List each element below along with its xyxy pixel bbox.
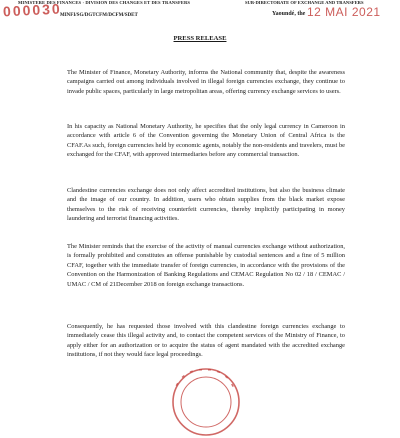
paragraph: The Minister reminds that the exercise of the activity of manual currencies exchange without authorization, is formally prohibited and constitutes an offense punishable by custodial sentences and a fine of 5 million CFAF, together with the immediate transfer of foreign currencies, in accordance with the provisions of the Convention on the Harmonization of Banking Regulations and CEMAC Regulation No 02 / 18 / CEMAC / UMAC / CM of 21December 2018 on foreign exchange transactions. — [67, 243, 345, 288]
paragraph: Consequently, he has requested those involved with this clandestine foreign currencies exchange to immediately cease this illegal activity and, to contact the competent services of the Ministry of Finance, to apply either for an authorization or to acquire the status of agent mandated with the accredited exchange institutions, if not they would face legal proceedings. — [67, 323, 345, 359]
reference-number: MINFI/SG/DGTCFM/DCFM/SDET — [60, 13, 138, 18]
document-title: PRESS RELEASE — [173, 35, 227, 42]
paragraph: Clandestine currencies exchange does not only affect accredited institutions, but also the business climate and the image of our country. In addition, users who obtain supplies from the black market expose themselves to the risk of receiving counterfeit currencies, thereby implicitly participating in money laundering and terrorist financing activities. — [67, 187, 345, 223]
official-seal-stamp — [170, 366, 242, 438]
paragraph: In his capacity as National Monetary Authority, he specifies that the only legal currency in Cameroon in accordance with article 6 of the Convention governing the Monetary Union of Central Africa is the CFAF.As such, foreign currencies held by economic agents, notably the non-residents and travelers, must be exchanged for the CFAF, with approved intermediaries before any commercial transaction. — [67, 123, 345, 159]
dateline: Yaoundé, the — [272, 11, 306, 17]
header-right-line: SUB-DIRECTORATE OF EXCHANGE AND TRANSFERS — [245, 0, 364, 5]
header-left-line: MINISTERE DES FINANCES · DIVISION DES CHANGES ET DES TRANSFERS — [18, 0, 191, 5]
date-stamp: 12 MAI 2021 — [307, 5, 381, 19]
registration-number-stamp: 000030 — [2, 0, 63, 20]
paragraph: The Minister of Finance, Monetary Authority, informs the National community that, despite the awareness campaigns carried out among individuals involved in illegal foreign currencies exchange, they continue to invade public spaces, particularly in large metropolitan areas, offering currency exchange services to users. — [67, 69, 345, 95]
